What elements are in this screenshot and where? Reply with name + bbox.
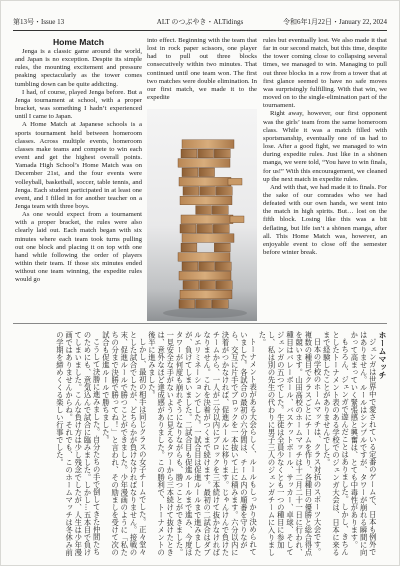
jenga-block xyxy=(198,149,214,158)
jenga-block xyxy=(182,140,234,149)
jenga-block xyxy=(178,253,230,262)
jenga-tower-illustration xyxy=(147,109,257,321)
paragraph: rules but eventually lost. We also made it that far in our second match, but this time, despite the tower coming close to collapsing several times, we managed to win. Managing to pull out three blocks in a row from a tower that at first glance seemed to have no safe moves was surprisingly fulfilling. With that win, we moved on to the single-elimination part of the tournament. xyxy=(263,37,387,110)
paragraph: Jenga is a classic game around the world, and Japan is no exception. Despite its simple rules, the mounting excitement and pressure peaking spectacularly as the tower comes tumbling down can be quite addicting. xyxy=(15,48,142,88)
japanese-vertical-text xyxy=(13,331,387,559)
jenga-block xyxy=(181,243,197,252)
paragraph: And with that, we had made it to finals. For the sake of our comrades who we had defeated with our own hands, we went into the match in high spirits. But… lost on the fifth block. Losing like this was a bit deflating, but life isn’t a shōnen manga, after all. This Home Match was, however, an enjoyable event to close off the semester before winter break. xyxy=(263,183,387,257)
jenga-block xyxy=(212,206,228,215)
jenga-block xyxy=(182,234,234,243)
jenga-block-pulled xyxy=(228,178,242,185)
jenga-block xyxy=(200,187,216,196)
jenga-block xyxy=(180,224,196,233)
jenga-block xyxy=(181,149,197,158)
japanese-paragraph: 日本の学校のホームマッチは、クラス対抗のスポーツ大会です。複数の種目でクラスごとにチームを作り、各種目の優勝と総合得点を競います。山田高校のホームマッチは十二月二十一日に行われ、種目はバレーボール、バスケットボール、サッカー、卓球、そしてジェンガの五つでした。生徒は全員少なくとも一つの種目に参加し、私は別の先生の代わりに男子三人のジェンガチームに入りました。 xyxy=(258,331,323,556)
section-divider xyxy=(13,323,387,324)
article-title: Home Match xyxy=(52,37,105,47)
article-column-3 xyxy=(263,37,387,320)
jenga-block xyxy=(196,300,212,309)
jenga-block xyxy=(214,149,230,158)
jenga-block xyxy=(180,196,232,205)
jenga-block xyxy=(214,243,230,252)
jenga-block xyxy=(182,168,198,177)
paragraph: A Home Match at Japanese schools is a sports tournament held between homeroom classes. Across multiple events, homeroom classes make teams and compete to win each event and get the highest overall points. Yamada High School’s Home Match was on December 21st, and the four events were volleyball, basketball, soccer, table tennis, and Jenga. Each student participated in at least one event, and I filled in for another teacher on a Jenga team with three boys. xyxy=(15,121,142,210)
jenga-block-pulled xyxy=(230,216,244,223)
jenga-block xyxy=(178,159,230,168)
jenga-block xyxy=(196,206,212,215)
issue-number: 第13号・Issue 13 xyxy=(13,18,65,26)
jenga-block xyxy=(200,281,216,290)
japanese-paragraph: こうして決勝に進みました。自分たちの手で倒してきた仲間たちのためにも、意気込んで試合に臨みました。しかし…五本目で負けてしまいました。こんな負け方は少し残念でしたが、人生は少年漫画ではありませんからね。それでも、このホームマッチは冬休み前の学期を締めくくる楽しい行事でした。 xyxy=(55,331,102,556)
article-column-1 xyxy=(15,37,142,320)
japanese-section xyxy=(13,331,387,559)
paragraph: Right away, however, our first opponent was the girls’ team from the same homeroom class. While it was a match filled with sportsmanship, eventually one of us had to lose. After a good fight, we managed to win during expedite rules. Just like in a shōnen manga, we were told, “You have to win finals, for us!” With this encouragement, we cleaned up the next match in expedite rules. xyxy=(263,110,387,183)
jenga-block xyxy=(183,281,199,290)
issue-date: 令和6年1月22日・January 22, 2024 xyxy=(282,18,387,26)
jenga-block xyxy=(199,262,215,271)
jenga-block xyxy=(199,168,215,177)
jenga-block xyxy=(183,187,199,196)
jenga-block xyxy=(181,215,233,224)
japanese-paragraph: もちろん、ジェンガで遊んだことはありました。しかし、きちんとしたトーナメント表のある学校でのジェンガ大会は、日本に来るまで経験したことがありませんでした。 xyxy=(322,331,351,556)
japanese-paragraph: ジェンガは世界中で愛されている定番のゲームで、日本も例外ではありません。ルールはシンプルですが、タワーが崩れる瞬間に向かって高まっていく緊張感と興奮は、とても中毒性があります。 xyxy=(350,331,378,556)
jenga-block xyxy=(197,224,213,233)
jenga-block xyxy=(182,262,198,271)
jenga-block xyxy=(180,290,232,299)
jenga-tower-photo xyxy=(147,109,257,321)
article-column-2 xyxy=(147,37,257,107)
paragraph: I had, of course, played Jenga before. But a Jenga tournament at school, with a proper bracket, was something I hadn’t experienced until I came to Japan. xyxy=(15,88,142,121)
japanese-paragraph: トーナメント表がある大会らしく、ルールもしっかり決められていました。各試合の最初の六分間は、チーム内の順番を守りながら、交互に片手でブロックを一本抜いて上に積みます。六分以内に決着がつかなければ、促進ルールに移ります。じゃんけんで負けたチームから、一人が二分以内にブロックを三本続けて抜かなければなりません。これを決着がつくまで続けます。最初の二試合はダブルエリミネーションでした。一試合目は促進ルールまで進みましたが、負けてしまいました。二試合目も促進ルールまで進み、今度はタワーが何度も崩れそうになりながらも、勝つことができました。一見安全な手がないように見えるタワーから三本続けて抜けたときは、意外なほど達成感がありました。この勝利で、トーナメントの後半に進みました。 xyxy=(147,331,259,556)
japanese-paragraph: しかし、最初の相手は同じクラスの女子チームでした。正々堂々とした試合でしたが、どちらかが負けなければなりません。接戦の末、促進ルールで勝つことができました。少年漫画のように「私たちの分まで決勝で勝ってね！」と言われ、その励ましを受けて次の試合も促進ルールで勝ちました。 xyxy=(101,331,148,556)
jenga-block xyxy=(212,300,228,309)
jenga-block xyxy=(179,271,231,280)
publication-title: ALT のつぶやき・ALTidings xyxy=(156,18,244,26)
jenga-block xyxy=(215,262,231,271)
jenga-block xyxy=(216,281,232,290)
paragraph: into effect. Beginning with the team that lost in rock paper scissors, one player had to pull out three blocks consecutively within two minutes. That continued until one team won. The first two matches were double elimination. In our first match, we made it to the expedite xyxy=(147,37,257,102)
paragraph: As one would expect from a tournament with a proper bracket, the rules were also clearly laid out. Each match began with six minutes where each team took turns pulling out one block and placing it on top with one hand while following the order of players within their team. If those six minutes ended without one team winning, the expedite rules would go xyxy=(15,211,142,284)
header-divider xyxy=(13,30,387,31)
jenga-block xyxy=(213,224,229,233)
page-header xyxy=(13,15,387,29)
jenga-block xyxy=(179,177,231,186)
japanese-title: ホームマッチ xyxy=(378,331,387,379)
jenga-block xyxy=(179,300,195,309)
jenga-block xyxy=(216,187,232,196)
